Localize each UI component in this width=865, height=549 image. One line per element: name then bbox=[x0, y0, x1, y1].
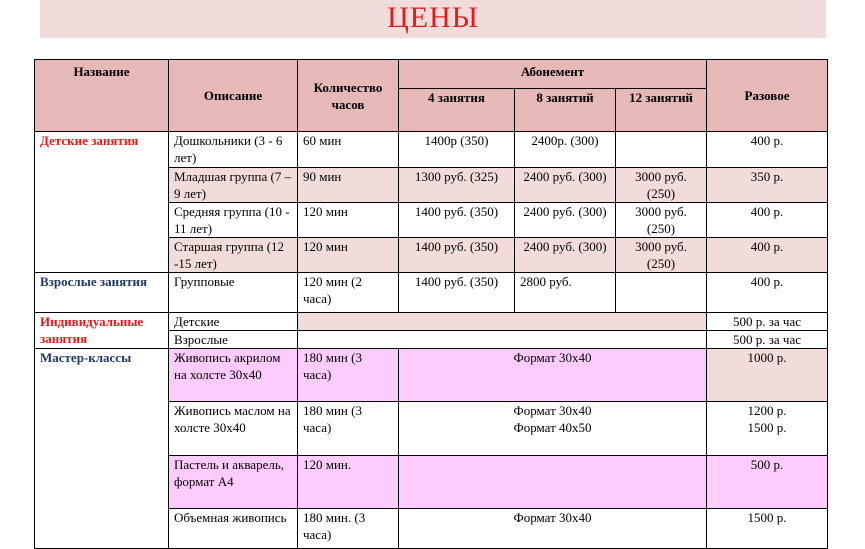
row-sub12 bbox=[616, 132, 707, 168]
header-sub12: 12 занятий bbox=[616, 89, 707, 132]
row-format bbox=[399, 349, 707, 402]
row-sub4: 1400р (350) bbox=[399, 132, 515, 168]
row-sub4: 1400 руб. (350) bbox=[399, 238, 515, 273]
header-description: Описание bbox=[169, 60, 298, 132]
row-desc: Объемная живопись bbox=[169, 509, 298, 549]
table-row bbox=[35, 273, 828, 313]
price-line: 1000 р. bbox=[747, 350, 787, 365]
header-row bbox=[35, 60, 828, 89]
row-format bbox=[399, 456, 707, 509]
row-single bbox=[707, 509, 828, 549]
row-sub8: 2400 руб. (300) bbox=[515, 238, 616, 273]
row-desc: Старшая группа (12 -15 лет) bbox=[169, 238, 298, 273]
table-row bbox=[35, 313, 828, 331]
row-hours: 120 мин. bbox=[298, 456, 399, 509]
table-row bbox=[35, 349, 828, 402]
price-line: 1500 р. bbox=[747, 420, 787, 435]
row-single bbox=[707, 349, 828, 402]
row-desc: Дошкольники (3 - 6 лет) bbox=[169, 132, 298, 168]
category-kids: Детские занятия bbox=[35, 132, 169, 273]
price-table bbox=[34, 59, 828, 549]
row-hours: 120 мин bbox=[298, 203, 399, 238]
row-sub12: 3000 руб. (250) bbox=[616, 168, 707, 203]
row-sub8: 2800 руб. bbox=[515, 273, 616, 313]
format-line: Формат 30х40 bbox=[513, 403, 592, 418]
row-single bbox=[707, 402, 828, 456]
row-desc: Средняя группа (10 - 11 лет) bbox=[169, 203, 298, 238]
header-subscription: Абонемент bbox=[399, 60, 707, 89]
row-hours: 180 мин (3 часа) bbox=[298, 349, 399, 402]
row-sub8: 2400 руб. (300) bbox=[515, 203, 616, 238]
format-line: Формат 30х40 bbox=[513, 350, 592, 365]
row-desc: Младшая группа (7 – 9 лет) bbox=[169, 168, 298, 203]
row-sub12: 3000 руб. (250) bbox=[616, 238, 707, 273]
price-line: 500 р. bbox=[750, 457, 784, 472]
format-line: Формат 30х40 bbox=[513, 510, 592, 525]
header-name: Название bbox=[35, 60, 169, 132]
row-sub12 bbox=[616, 273, 707, 313]
row-single: 350 р. bbox=[707, 168, 828, 203]
header-sub4: 4 занятия bbox=[399, 89, 515, 132]
row-hours: 120 мин bbox=[298, 238, 399, 273]
row-hours: 180 мин. (3 часа) bbox=[298, 509, 399, 549]
row-sub4: 1300 руб. (325) bbox=[399, 168, 515, 203]
price-line: 1500 р. bbox=[747, 510, 787, 525]
row-hours: 120 мин (2 часа) bbox=[298, 273, 399, 313]
row-format bbox=[399, 402, 707, 456]
table-row bbox=[35, 132, 828, 168]
row-single: 400 р. bbox=[707, 203, 828, 238]
row-sub4: 1400 руб. (350) bbox=[399, 273, 515, 313]
row-single: 400 р. bbox=[707, 238, 828, 273]
row-desc: Взрослые bbox=[169, 331, 298, 349]
category-adults: Взрослые занятия bbox=[35, 273, 169, 313]
row-sub12: 3000 руб. (250) bbox=[616, 203, 707, 238]
row-single: 400 р. bbox=[707, 273, 828, 313]
row-single: 400 р. bbox=[707, 132, 828, 168]
row-desc: Живопись акрилом на холсте 30х40 bbox=[169, 349, 298, 402]
category-master: Мастер-классы bbox=[35, 349, 169, 549]
row-sub8: 2400р. (300) bbox=[515, 132, 616, 168]
page-title: ЦЕНЫ bbox=[387, 1, 479, 34]
row-format bbox=[399, 509, 707, 549]
row-hours: 90 мин bbox=[298, 168, 399, 203]
title-bar bbox=[40, 0, 826, 38]
price-line: 1200 р. bbox=[747, 403, 787, 418]
row-desc: Детские bbox=[169, 313, 298, 331]
format-line: Формат 40х50 bbox=[513, 420, 592, 435]
row-empty bbox=[298, 331, 707, 349]
row-hours: 60 мин bbox=[298, 132, 399, 168]
row-desc: Живопись маслом на холсте 30х40 bbox=[169, 402, 298, 456]
row-single bbox=[707, 456, 828, 509]
row-single: 500 р. за час bbox=[707, 313, 828, 331]
header-single: Разовое bbox=[707, 60, 828, 132]
row-sub8: 2400 руб. (300) bbox=[515, 168, 616, 203]
header-hours: Количество часов bbox=[298, 60, 399, 132]
row-hours: 180 мин (3 часа) bbox=[298, 402, 399, 456]
row-sub4: 1400 руб. (350) bbox=[399, 203, 515, 238]
row-empty bbox=[298, 313, 707, 331]
category-individual: Индивидуальные занятия bbox=[35, 313, 169, 349]
row-single: 500 р. за час bbox=[707, 331, 828, 349]
row-desc: Групповые bbox=[169, 273, 298, 313]
row-desc: Пастель и акварель, формат А4 bbox=[169, 456, 298, 509]
header-sub8: 8 занятий bbox=[515, 89, 616, 132]
